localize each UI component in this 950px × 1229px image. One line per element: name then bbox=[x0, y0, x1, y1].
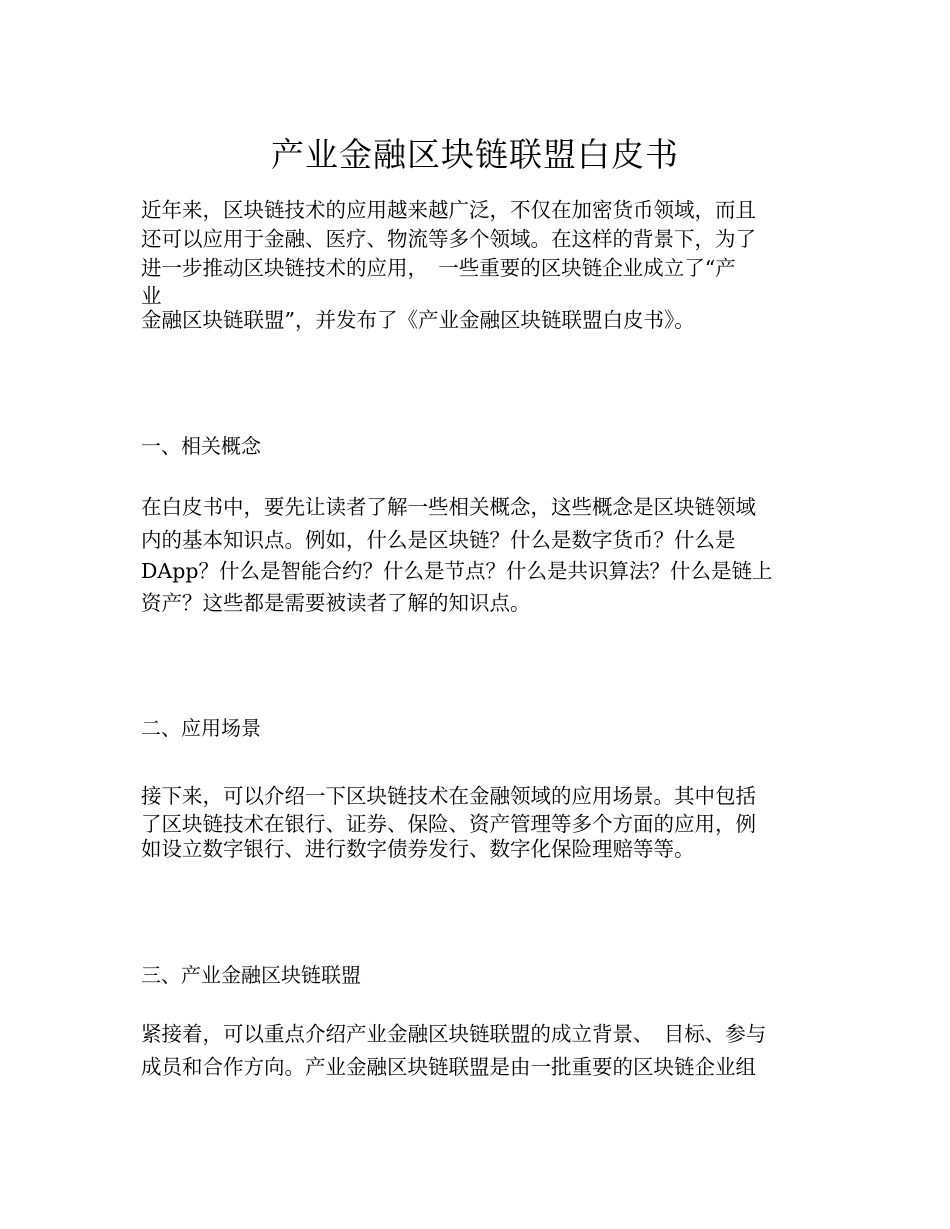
section-line: 了区块链技术在银行、证券、保险、资产管理等多个方面的应用，例 bbox=[141, 812, 756, 836]
section-line: 如设立数字银行、进行数字债券发行、数字化保险理赔等等。 bbox=[141, 837, 695, 861]
section-line: 资产？这些都是需要被读者了解的知识点。 bbox=[141, 591, 531, 615]
section-line: 在白皮书中，要先让读者了解一些相关概念，这些概念是区块链领域 bbox=[141, 495, 756, 519]
section-line: 紧接着，可以重点介绍产业金融区块链联盟的成立背景、 目标、参与 bbox=[141, 1022, 767, 1046]
section-heading-alliance: 三、产业金融区块链联盟 bbox=[141, 963, 361, 987]
section-line: 内的基本知识点。例如，什么是区块链？什么是数字货币？什么是 bbox=[141, 528, 736, 552]
intro-line: 业 bbox=[141, 284, 162, 308]
intro-line: 近年来，区块链技术的应用越来越广泛，不仅在加密货币领域，而且 bbox=[141, 198, 756, 222]
intro-line: 还可以应用于金融、医疗、物流等多个领域。在这样的背景下，为了 bbox=[141, 227, 756, 251]
section-line: 接下来，可以介绍一下区块链技术在金融领域的应用场景。其中包括 bbox=[141, 784, 756, 808]
section-heading-scenarios: 二、应用场景 bbox=[141, 716, 261, 740]
section-heading-concepts: 一、相关概念 bbox=[141, 434, 261, 458]
section-line: 成员和合作方向。产业金融区块链联盟是由一批重要的区块链企业组 bbox=[141, 1055, 756, 1079]
section-line: DApp？什么是智能合约？什么是节点？什么是共识算法？什么是链上 bbox=[141, 559, 773, 583]
intro-line: 进一步推动区块链技术的应用， 一些重要的区块链企业成立了“产 bbox=[141, 256, 736, 280]
document-title: 产业金融区块链联盟白皮书 bbox=[271, 135, 679, 174]
intro-line: 金融区块链联盟”，并发布了《产业金融区块链联盟白皮书》。 bbox=[141, 308, 695, 332]
